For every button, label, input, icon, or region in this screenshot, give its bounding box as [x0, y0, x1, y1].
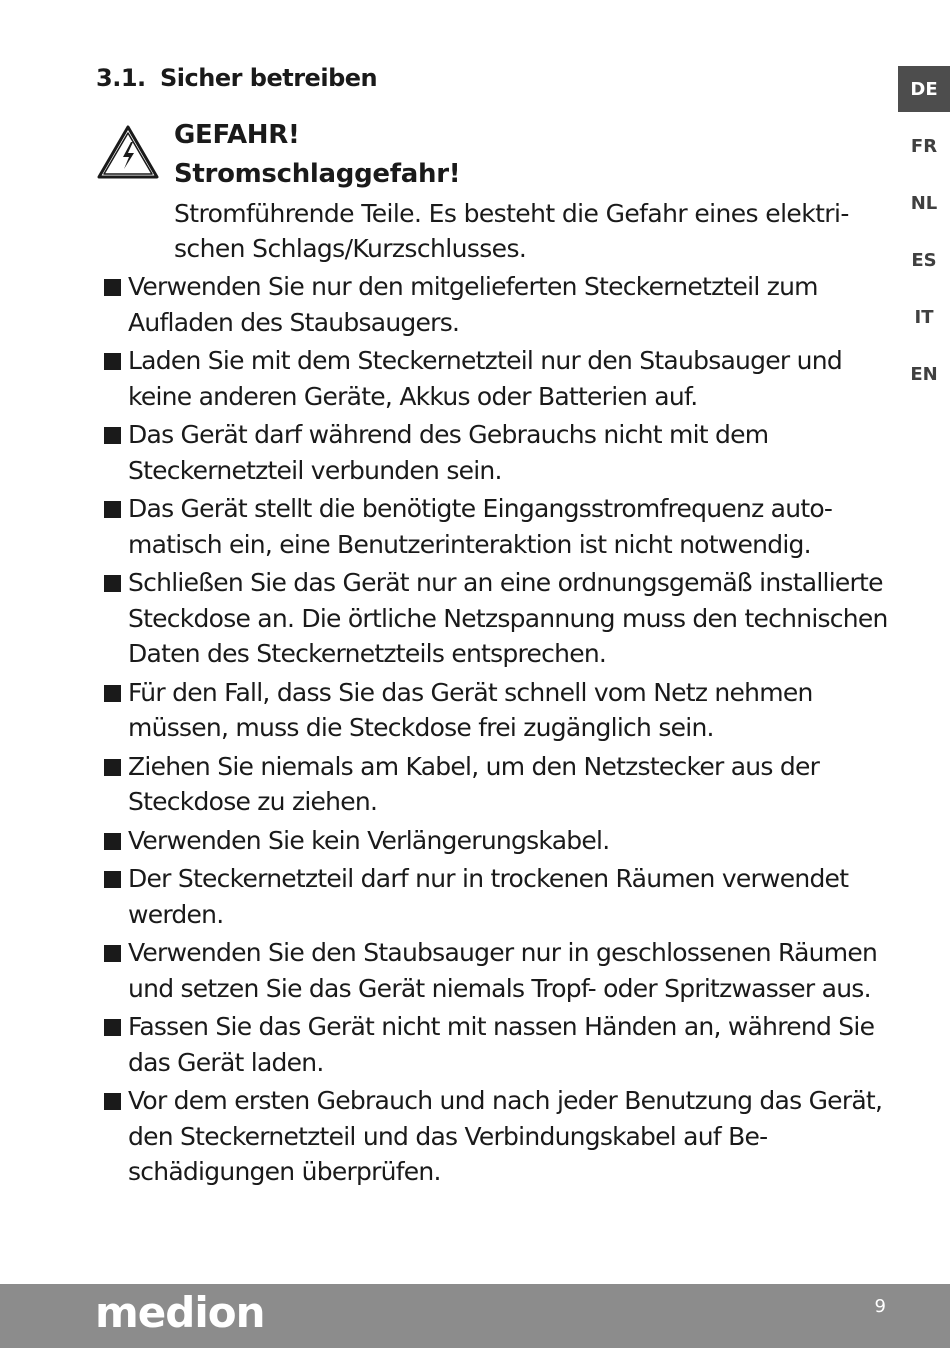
bullet-square-icon [104, 279, 121, 296]
list-item-text: Für den Fall, dass Sie das Gerät schnell vom Netz nehmen müssen, muss die Steckdose frei zugänglich sein. [128, 677, 813, 742]
list-item-text: Ziehen Sie niemals am Kabel, um den Netzstecker aus der Steckdose zu ziehen. [128, 751, 820, 816]
bullet-square-icon [104, 501, 121, 518]
list-item-text: Schließen Sie das Gerät nur an eine ordnungsgemäß installierte Steckdose an. Die örtliche Netzspannung muss den technischen Daten des Steckernetzteils entsprechen. [128, 568, 888, 668]
list-item [104, 491, 894, 562]
bullet-square-icon [104, 1019, 121, 1036]
tab-language-it[interactable]: IT [914, 306, 934, 328]
list-item-text: Verwenden Sie kein Verlängerungskabel. [128, 825, 610, 855]
list-item-text: Laden Sie mit dem Steckernetzteil nur den Staubsauger und keine anderen Geräte, Akkus oder Batterien auf. [128, 346, 842, 411]
warning-subtitle: Stromschlaggefahr! [174, 159, 461, 189]
page-number: 9 [874, 1296, 886, 1317]
safety-instructions-list [104, 269, 894, 1193]
list-item [104, 565, 894, 672]
warning-text: Stromführende Teile. Es besteht die Gefahr eines elektrischen Schlags/Kurzschlusses. [174, 199, 850, 263]
bullet-square-icon [104, 685, 121, 702]
language-tabs [898, 66, 950, 408]
bullet-square-icon [104, 759, 121, 776]
bullet-square-icon [104, 945, 121, 962]
bullet-square-icon [104, 833, 121, 850]
section-heading [96, 64, 377, 92]
tab-language-de[interactable]: DE [898, 66, 950, 112]
list-item-text: Das Gerät darf während des Gebrauchs nicht mit dem Steckernetzteil verbunden sein. [128, 420, 769, 485]
page-footer [0, 1284, 950, 1348]
bullet-square-icon [104, 575, 121, 592]
tab-language-es[interactable]: ES [911, 249, 937, 271]
list-item-text: Verwenden Sie den Staubsauger nur in geschlossenen Räumen und setzen Sie das Gerät niemals Tropf- oder Spritzwasser aus. [128, 938, 878, 1003]
bullet-square-icon [104, 871, 121, 888]
medion-logo: medion [95, 1288, 265, 1337]
list-item [104, 823, 894, 859]
tab-language-en[interactable]: EN [910, 363, 938, 385]
section-title: Sicher betreiben [160, 64, 378, 92]
bullet-square-icon [104, 353, 121, 370]
bullet-square-icon [104, 427, 121, 444]
list-item-text: Der Steckernetzteil darf nur in trockenen Räumen verwendet werden. [128, 864, 849, 929]
list-item-text: Fassen Sie das Gerät nicht mit nassen Händen an, während Sie das Gerät laden. [128, 1012, 875, 1077]
list-item [104, 749, 894, 820]
list-item [104, 417, 894, 488]
electric-hazard-triangle-icon [96, 124, 160, 180]
list-item [104, 343, 894, 414]
warning-title: GEFAHR! [174, 120, 300, 150]
tab-language-fr[interactable]: FR [910, 135, 938, 157]
list-item [104, 935, 894, 1006]
list-item [104, 1009, 894, 1080]
bullet-square-icon [104, 1093, 121, 1110]
list-item-text: Vor dem ersten Gebrauch und nach jeder Benutzung das Gerät, den Steckernetzteil und das Verbindungskabel auf Beschädigungen überprüfen. [128, 1086, 883, 1186]
list-item [104, 269, 894, 340]
list-item [104, 861, 894, 932]
list-item [104, 675, 894, 746]
tab-language-nl[interactable]: NL [910, 192, 938, 214]
list-item [104, 1083, 894, 1190]
list-item-text: Das Gerät stellt die benötigte Eingangsstromfrequenz automatisch ein, eine Benutzerinteraktion ist nicht notwendig. [128, 494, 833, 559]
section-number: 3.1. [96, 64, 146, 92]
list-item-text: Verwenden Sie nur den mitgelieferten Steckernetzteil zum Aufladen des Staubsaugers. [128, 272, 818, 337]
